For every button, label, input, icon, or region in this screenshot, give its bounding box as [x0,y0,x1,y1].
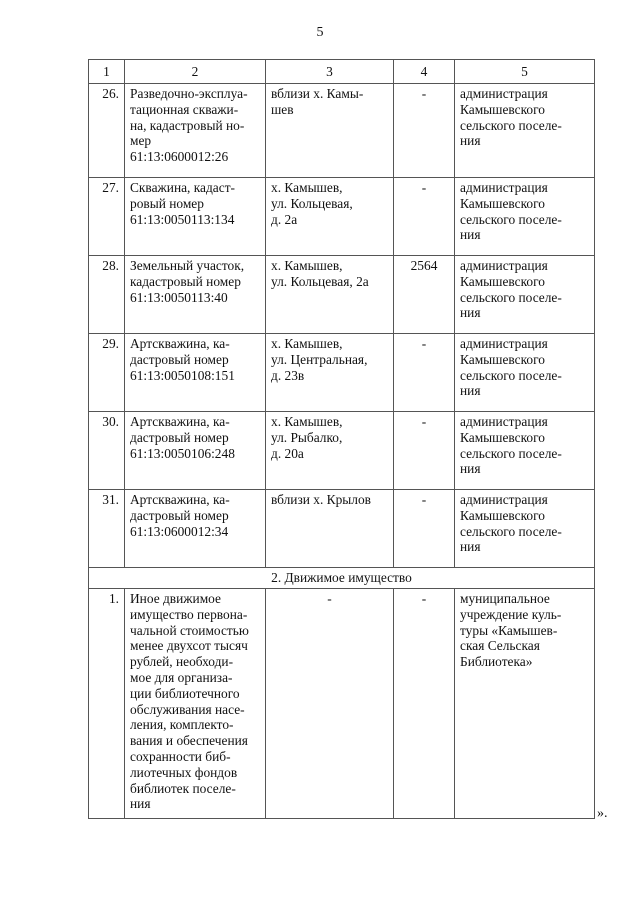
property-name: Артскважина, ка- дастровый номер 61:13:0600012:34 [125,490,266,568]
property-address: х. Камышев, ул. Кольцевая, 2а [266,256,394,334]
property-registry-table [88,59,595,819]
row-number: 31. [89,490,125,568]
table-header-row [89,60,595,84]
property-address: х. Камышев, ул. Центральная, д. 23в [266,334,394,412]
property-area: - [394,334,455,412]
property-area: - [394,490,455,568]
property-address: - [266,589,394,819]
property-area: - [394,412,455,490]
property-name: Артскважина, ка- дастровый номер 61:13:0050106:248 [125,412,266,490]
property-name: Земельный участок, кадастровый номер 61:13:0050113:40 [125,256,266,334]
closing-quote: ». [597,806,608,821]
property-area: 2564 [394,256,455,334]
property-name: Разведочно-эксплуа- тационная скважи- на, кадастровый но- мер 61:13:0600012:26 [125,84,266,178]
property-address: х. Камышев, ул. Рыбалко, д. 20а [266,412,394,490]
table-row [89,178,595,256]
property-name: Артскважина, ка- дастровый номер 61:13:0050108:151 [125,334,266,412]
table-row [89,334,595,412]
row-number: 27. [89,178,125,256]
property-area: - [394,589,455,819]
row-number: 1. [89,589,125,819]
section-header-row [89,568,595,589]
property-name: Скважина, кадаст- ровый номер 61:13:0050113:134 [125,178,266,256]
table-row [89,256,595,334]
header-cell: 4 [394,60,455,84]
header-cell: 3 [266,60,394,84]
table-row [89,490,595,568]
property-holder: администрация Камышевского сельского поселе- ния [455,256,595,334]
table-row [89,412,595,490]
property-address: х. Камышев, ул. Кольцевая, д. 2а [266,178,394,256]
row-number: 28. [89,256,125,334]
table-row [89,589,595,819]
property-address: вблизи х. Крылов [266,490,394,568]
property-area: - [394,84,455,178]
table-row [89,84,595,178]
row-number: 26. [89,84,125,178]
row-number: 30. [89,412,125,490]
header-cell: 5 [455,60,595,84]
property-area: - [394,178,455,256]
row-number: 29. [89,334,125,412]
section-title: 2. Движимое имущество [89,568,595,589]
property-name: Иное движимое имущество первона- чальной стоимостью менее двухсот тысяч рублей, необходи- мое для организа- ции библиотечного обслуживания насе- ления, комплекто- вания и обеспечения сохранности биб- лиотечных фондов библиотек поселе- ния [125,589,266,819]
property-holder: администрация Камышевского сельского поселе- ния [455,84,595,178]
property-holder: администрация Камышевского сельского поселе- ния [455,490,595,568]
property-address: вблизи х. Камы- шев [266,84,394,178]
property-holder: администрация Камышевского сельского поселе- ния [455,412,595,490]
property-holder: муниципальное учреждение куль- туры «Камышев- ская Сельская Библиотека» [455,589,595,819]
property-holder: администрация Камышевского сельского поселе- ния [455,178,595,256]
property-holder: администрация Камышевского сельского поселе- ния [455,334,595,412]
page-number: 5 [316,25,324,40]
header-cell: 2 [125,60,266,84]
header-cell: 1 [89,60,125,84]
